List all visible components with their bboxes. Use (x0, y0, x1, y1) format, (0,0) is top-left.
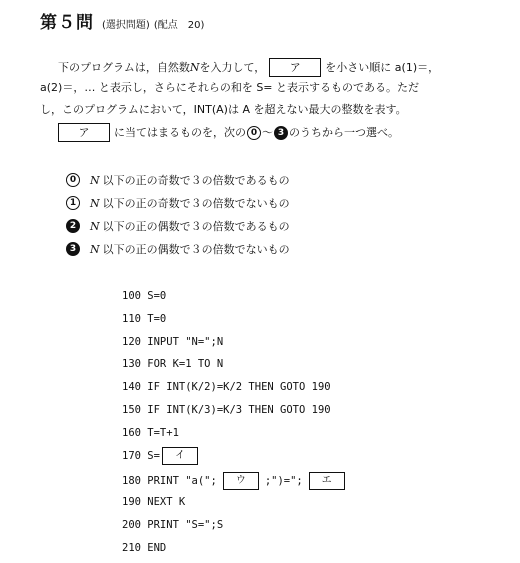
choice-number-icon: 1 (66, 196, 80, 210)
text-segment: に当てはまるものを，次の (114, 126, 246, 139)
choice-3[interactable] (66, 241, 290, 257)
variable-n: N (90, 173, 100, 187)
code-line-110: 110 T=0 (122, 313, 167, 325)
code-line-210: 210 END (122, 542, 167, 554)
text-segment: を小さい順に a(1)＝， (325, 61, 440, 74)
choice-text: 以下の正の奇数で３の倍数でないもの (102, 197, 290, 210)
code-line-130: 130 FOR K=1 TO N (122, 358, 224, 370)
text-segment: のうちから一つ選べ。 (289, 126, 399, 139)
problem-header (40, 8, 204, 33)
code-text: ;")="; (264, 475, 303, 487)
variable-n: N (189, 61, 200, 74)
choice-3-ref-icon: 3 (274, 126, 288, 140)
answer-box-u: ウ (223, 472, 259, 490)
selection-label: (選択問題) (102, 20, 150, 31)
answer-box-a-ref: ア (58, 123, 110, 142)
choice-0-ref-icon: 0 (247, 126, 261, 140)
problem-title: 第５問 (40, 13, 94, 33)
choice-text: 以下の正の偶数で３の倍数でないもの (102, 243, 290, 256)
code-line-150: 150 IF INT(K/3)=K/3 THEN GOTO 190 (122, 404, 331, 416)
choice-number-icon: 0 (66, 173, 80, 187)
code-line-120: 120 INPUT "N=";N (122, 336, 224, 348)
code-line-200: 200 PRINT "S=";S (122, 519, 224, 531)
code-text: 170 S= (122, 450, 160, 462)
question-line-2: a(2)＝，… と表示し，さらにそれらの和を S= と表示するものである。ただ (40, 81, 420, 94)
variable-n: N (90, 219, 100, 233)
question-line-3: し，このプログラムにおいて，INT(A)は A を超えない最大の整数を表す。 (40, 103, 407, 116)
code-line-160: 160 T=T+1 (122, 427, 179, 439)
choice-number-icon: 3 (66, 242, 80, 256)
choice-text: 以下の正の奇数で３の倍数であるもの (102, 174, 290, 187)
code-line-180 (122, 472, 351, 490)
choice-number-icon: 2 (66, 219, 80, 233)
points-value: 20) (187, 20, 205, 31)
text-segment: 〜 (262, 126, 273, 139)
code-line-190: 190 NEXT K (122, 496, 186, 508)
question-line-1 (58, 58, 498, 77)
choice-0[interactable] (66, 172, 290, 188)
question-line-4 (58, 123, 498, 142)
answer-box-a: ア (269, 58, 321, 77)
variable-n: N (90, 242, 100, 256)
answer-box-e: エ (309, 472, 345, 490)
code-text: 180 PRINT "a("; (122, 475, 217, 487)
choice-2[interactable] (66, 218, 290, 234)
points-label: (配点 (153, 20, 178, 31)
code-line-170 (122, 447, 204, 465)
variable-n: N (90, 196, 100, 210)
text-segment: 下のプログラムは，自然数 (58, 61, 190, 74)
choice-text: 以下の正の偶数で３の倍数であるもの (102, 220, 290, 233)
choice-1[interactable] (66, 195, 290, 211)
code-line-140: 140 IF INT(K/2)=K/2 THEN GOTO 190 (122, 381, 331, 393)
answer-box-i: イ (162, 447, 198, 465)
text-segment: を入力して， (199, 61, 266, 74)
code-line-100: 100 S=0 (122, 290, 167, 302)
